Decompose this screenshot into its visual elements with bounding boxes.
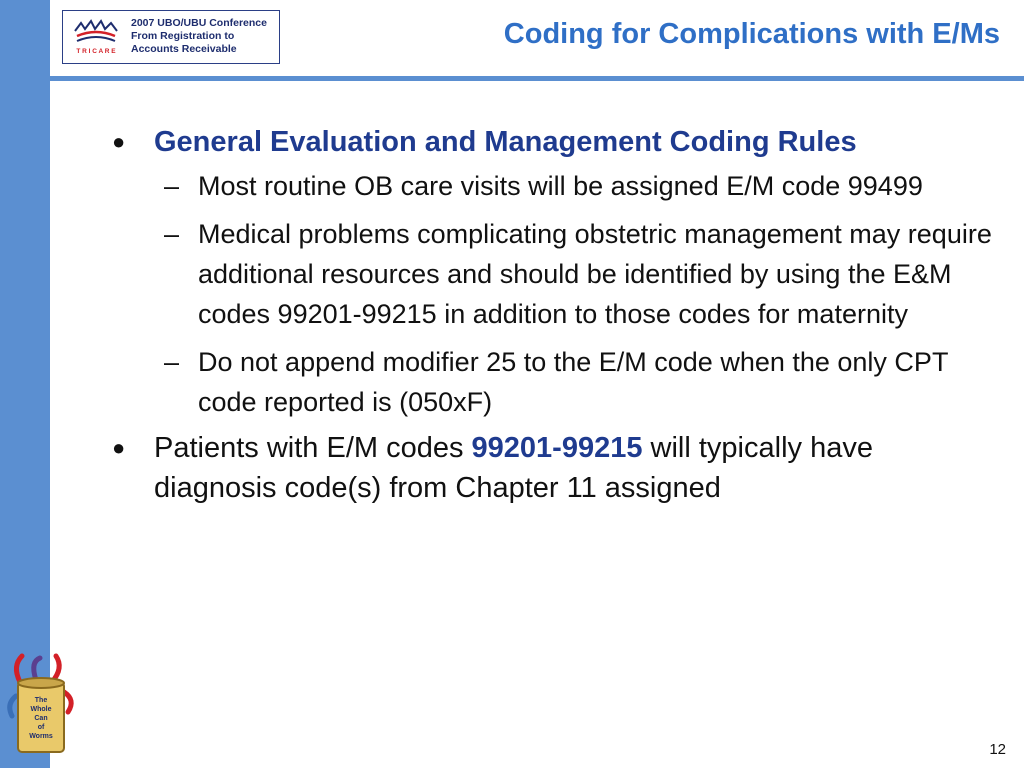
logo-line-2: From Registration to	[131, 30, 235, 42]
sub-bullet-text: Do not append modifier 25 to the E/M code when the only CPT code reported is (050xF)	[198, 347, 948, 417]
sub-bullet-item	[112, 214, 992, 334]
dash-icon: –	[164, 219, 180, 249]
title-underline-rule	[50, 76, 1024, 81]
slide-title: Coding for Complications with E/Ms	[503, 18, 1000, 50]
sub-bullet-text: Most routine OB care visits will be assigned E/M code 99499	[198, 171, 923, 201]
dash-icon: –	[164, 171, 180, 201]
tricare-wordmark: T R I C A R E	[76, 48, 116, 55]
logo-line-1: 2007 UBO/UBU Conference	[131, 17, 267, 29]
sub-bullet-item	[112, 166, 992, 206]
can-label-line: Whole	[30, 706, 52, 713]
bullet-dot-icon: ●	[112, 435, 126, 460]
sub-bullet-item	[112, 342, 992, 422]
conference-logo	[62, 10, 280, 64]
tricare-logo-icon	[71, 19, 121, 57]
can-label-line: of	[37, 724, 45, 731]
bullet-heading: General Evaluation and Management Coding Rules	[154, 126, 857, 158]
bullet-text-after: will typically have diagnosis code(s) from Chapter 11 assigned	[154, 432, 873, 504]
slide-body	[112, 122, 992, 508]
can-label-line: The	[34, 697, 48, 704]
dash-icon: –	[164, 347, 180, 377]
can-label-line: Can	[34, 715, 48, 722]
bullet-item	[112, 122, 992, 162]
can-label-line: Worms	[29, 733, 53, 740]
sub-bullet-text: Medical problems complicating obstetric management may require additional resources and should be identified by using the E&M codes 99201-99215 in addition to those codes for maternity	[198, 219, 992, 329]
bullet-text-before: Patients with E/M codes	[154, 432, 472, 464]
bullet-dot-icon: ●	[112, 129, 126, 154]
page-number: 12	[989, 741, 1006, 758]
bullet-bold-codes: 99201-99215	[471, 432, 643, 464]
logo-line-3: Accounts Receivable	[131, 43, 237, 55]
can-of-worms-icon	[6, 652, 76, 756]
bullet-item	[112, 428, 992, 508]
